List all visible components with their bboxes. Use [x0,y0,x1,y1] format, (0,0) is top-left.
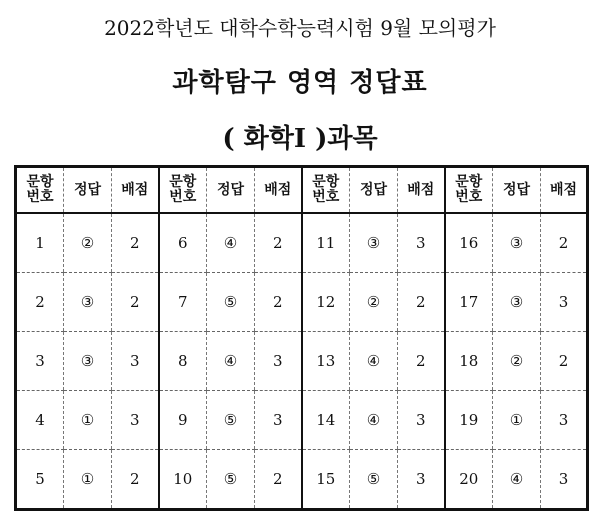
table-row [16,332,588,391]
answer-cell: ② [493,332,541,391]
question-number: 11 [302,213,350,273]
question-number: 4 [16,391,64,450]
answer-cell: ③ [493,273,541,332]
question-number: 20 [445,450,493,510]
score-cell: 2 [398,332,445,391]
score-cell: 2 [541,332,588,391]
table-row [16,450,588,510]
answer-cell: ④ [350,391,398,450]
score-cell: 3 [541,273,588,332]
score-cell: 2 [112,273,159,332]
header-answer: 정답 [493,167,541,214]
answer-cell: ① [64,450,112,510]
header-question-no-label: 문항 번호 [169,174,197,205]
answer-cell: ④ [350,332,398,391]
header-question-no-label: 문항 번호 [26,174,54,205]
header-score: 배점 [112,167,159,214]
question-number: 14 [302,391,350,450]
score-cell: 3 [541,450,588,510]
header-answer: 정답 [207,167,255,214]
score-cell: 2 [541,213,588,273]
question-number: 5 [16,450,64,510]
score-cell: 2 [255,450,302,510]
score-cell: 3 [112,332,159,391]
header-question-no [16,167,64,214]
answer-cell: ② [350,273,398,332]
score-cell: 2 [255,273,302,332]
answer-table [14,165,589,511]
score-cell: 3 [112,391,159,450]
question-number: 9 [159,391,207,450]
question-number: 15 [302,450,350,510]
score-cell: 2 [112,450,159,510]
score-cell: 2 [398,273,445,332]
answer-cell: ④ [493,450,541,510]
question-number: 12 [302,273,350,332]
answer-cell: ⑤ [207,273,255,332]
score-cell: 3 [255,332,302,391]
question-number: 19 [445,391,493,450]
header-score: 배점 [255,167,302,214]
table-row [16,273,588,332]
score-cell: 3 [398,391,445,450]
header-question-no-label: 문항 번호 [455,174,483,205]
score-cell: 3 [255,391,302,450]
answer-cell: ③ [64,332,112,391]
table-row [16,391,588,450]
answer-cell: ② [64,213,112,273]
header-question-no-label: 문항 번호 [312,174,340,205]
question-number: 1 [16,213,64,273]
answer-cell: ⑤ [350,450,398,510]
header-question-no [159,167,207,214]
header-score: 배점 [541,167,588,214]
question-number: 13 [302,332,350,391]
answer-cell: ① [493,391,541,450]
table-header-row [16,167,588,214]
answer-cell: ④ [207,213,255,273]
answer-cell: ④ [207,332,255,391]
question-number: 18 [445,332,493,391]
question-number: 7 [159,273,207,332]
exam-title: 2022학년도 대학수학능력시험 9월 모의평가 [104,16,496,40]
header-question-no [445,167,493,214]
question-number: 17 [445,273,493,332]
header-question-no [302,167,350,214]
answer-sheet-title: 과학탐구 영역 정답표 [172,68,428,98]
subject-title: ( 화학Ⅰ )과목 [222,124,378,154]
question-number: 8 [159,332,207,391]
answer-cell: ⑤ [207,450,255,510]
answer-cell: ③ [493,213,541,273]
question-number: 10 [159,450,207,510]
question-number: 16 [445,213,493,273]
answer-cell: ① [64,391,112,450]
question-number: 3 [16,332,64,391]
score-cell: 2 [255,213,302,273]
answer-cell: ③ [64,273,112,332]
answer-cell: ③ [350,213,398,273]
score-cell: 3 [398,450,445,510]
question-number: 6 [159,213,207,273]
score-cell: 3 [541,391,588,450]
score-cell: 3 [398,213,445,273]
answer-cell: ⑤ [207,391,255,450]
header-score: 배점 [398,167,445,214]
header-answer: 정답 [64,167,112,214]
question-number: 2 [16,273,64,332]
score-cell: 2 [112,213,159,273]
header-answer: 정답 [350,167,398,214]
table-row [16,213,588,273]
